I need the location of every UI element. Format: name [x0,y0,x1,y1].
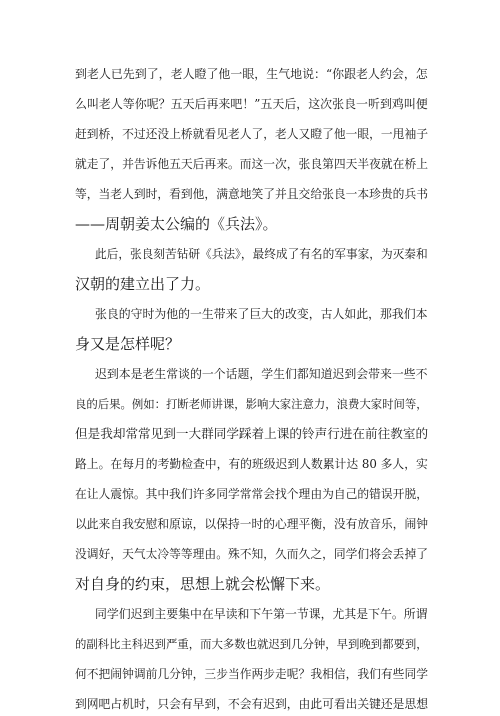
line-text: 等，当老人到时，看到他，满意地笑了并且交给张良一本珍贵的兵书 [75,187,428,201]
text-line [0,662,500,686]
line-text: 到老人已先到了，老人瞪了他一眼，生气地说：“你跟老人约会，怎 [75,67,428,81]
text-line [0,212,500,236]
text-line [0,632,500,656]
line-text: 就走了，并告诉他五天后再来。而这一次，张良第四天半夜就在桥上 [75,157,428,171]
line-text: 同学们迟到主要集中在早读和下午第一节课，尤其是下午。所谓 [95,607,428,621]
line-text: 以此来自我安慰和原谅，以保持一时的心理平衡，没有放音乐，闹钟 [75,517,428,531]
line-text: 对自身的约束，思想上就会松懈下来。 [75,575,331,593]
text-line [0,302,500,326]
line-text: 赶到桥，不过还没上桥就看见老人了，老人又瞪了他一眼，一甩袖子 [75,127,428,141]
text-line [0,602,500,626]
text-line [0,692,500,716]
text-line [0,152,500,176]
line-text: 但是我却常常见到一大群同学踩着上课的铃声行进在前往教室的 [75,426,429,441]
text-line [0,362,500,386]
line-text: 路上。在每月的考勤检查中，有的班级迟到人数累计达 80 多人，实 [75,457,428,471]
text-line [0,332,500,356]
line-text: ——周朝姜太公编的《兵法》。 [75,215,278,233]
line-text: 迟到本是老生常谈的一个话题，学生们都知道迟到会带来一些不 [95,367,428,381]
text-line [0,392,500,416]
line-text: 此后，张良刻苦钻研《兵法》，最终成了有名的军事家，为灭秦和 [95,247,428,261]
line-text: 在让人震惊。其中我们许多同学常常会找个理由为自己的错误开脱， [75,487,428,501]
text-line [0,512,500,536]
text-line [0,182,500,206]
line-text: 身又是怎样呢？ [75,335,181,353]
line-text: 的副科比主科迟到严重，而大多数也就迟到几分钟，早到晚到都要到， [75,637,428,651]
line-text: 良的后果。例如：打断老师讲课，影响大家注意力，浪费大家时间等， [75,397,428,411]
text-line [0,422,500,446]
line-text: 没调好，天气太冷等等理由。殊不知，久而久之，同学们将会丢掉了 [75,547,428,561]
text-line [0,542,500,566]
text-line [0,272,500,296]
line-text: 何不把闹钟调前几分钟，三步当作两步走呢？我相信，我们有些同学 [75,667,428,681]
text-line [0,482,500,506]
line-text: 到网吧占机时，只会有早到，不会有迟到，由此可看出关键还是思想 [75,697,428,711]
text-line [0,572,500,596]
text-line [0,62,500,86]
text-line [0,242,500,266]
text-line [0,452,500,476]
text-line [0,122,500,146]
line-text: 么叫老人等你呢？五天后再来吧！”五天后，这次张良一听到鸡叫便 [75,97,428,111]
text-line [0,92,500,116]
line-text: 张良的守时为他的一生带来了巨大的改变，古人如此，那我们本 [95,307,428,321]
line-text: 汉朝的建立出了力。 [75,275,211,293]
